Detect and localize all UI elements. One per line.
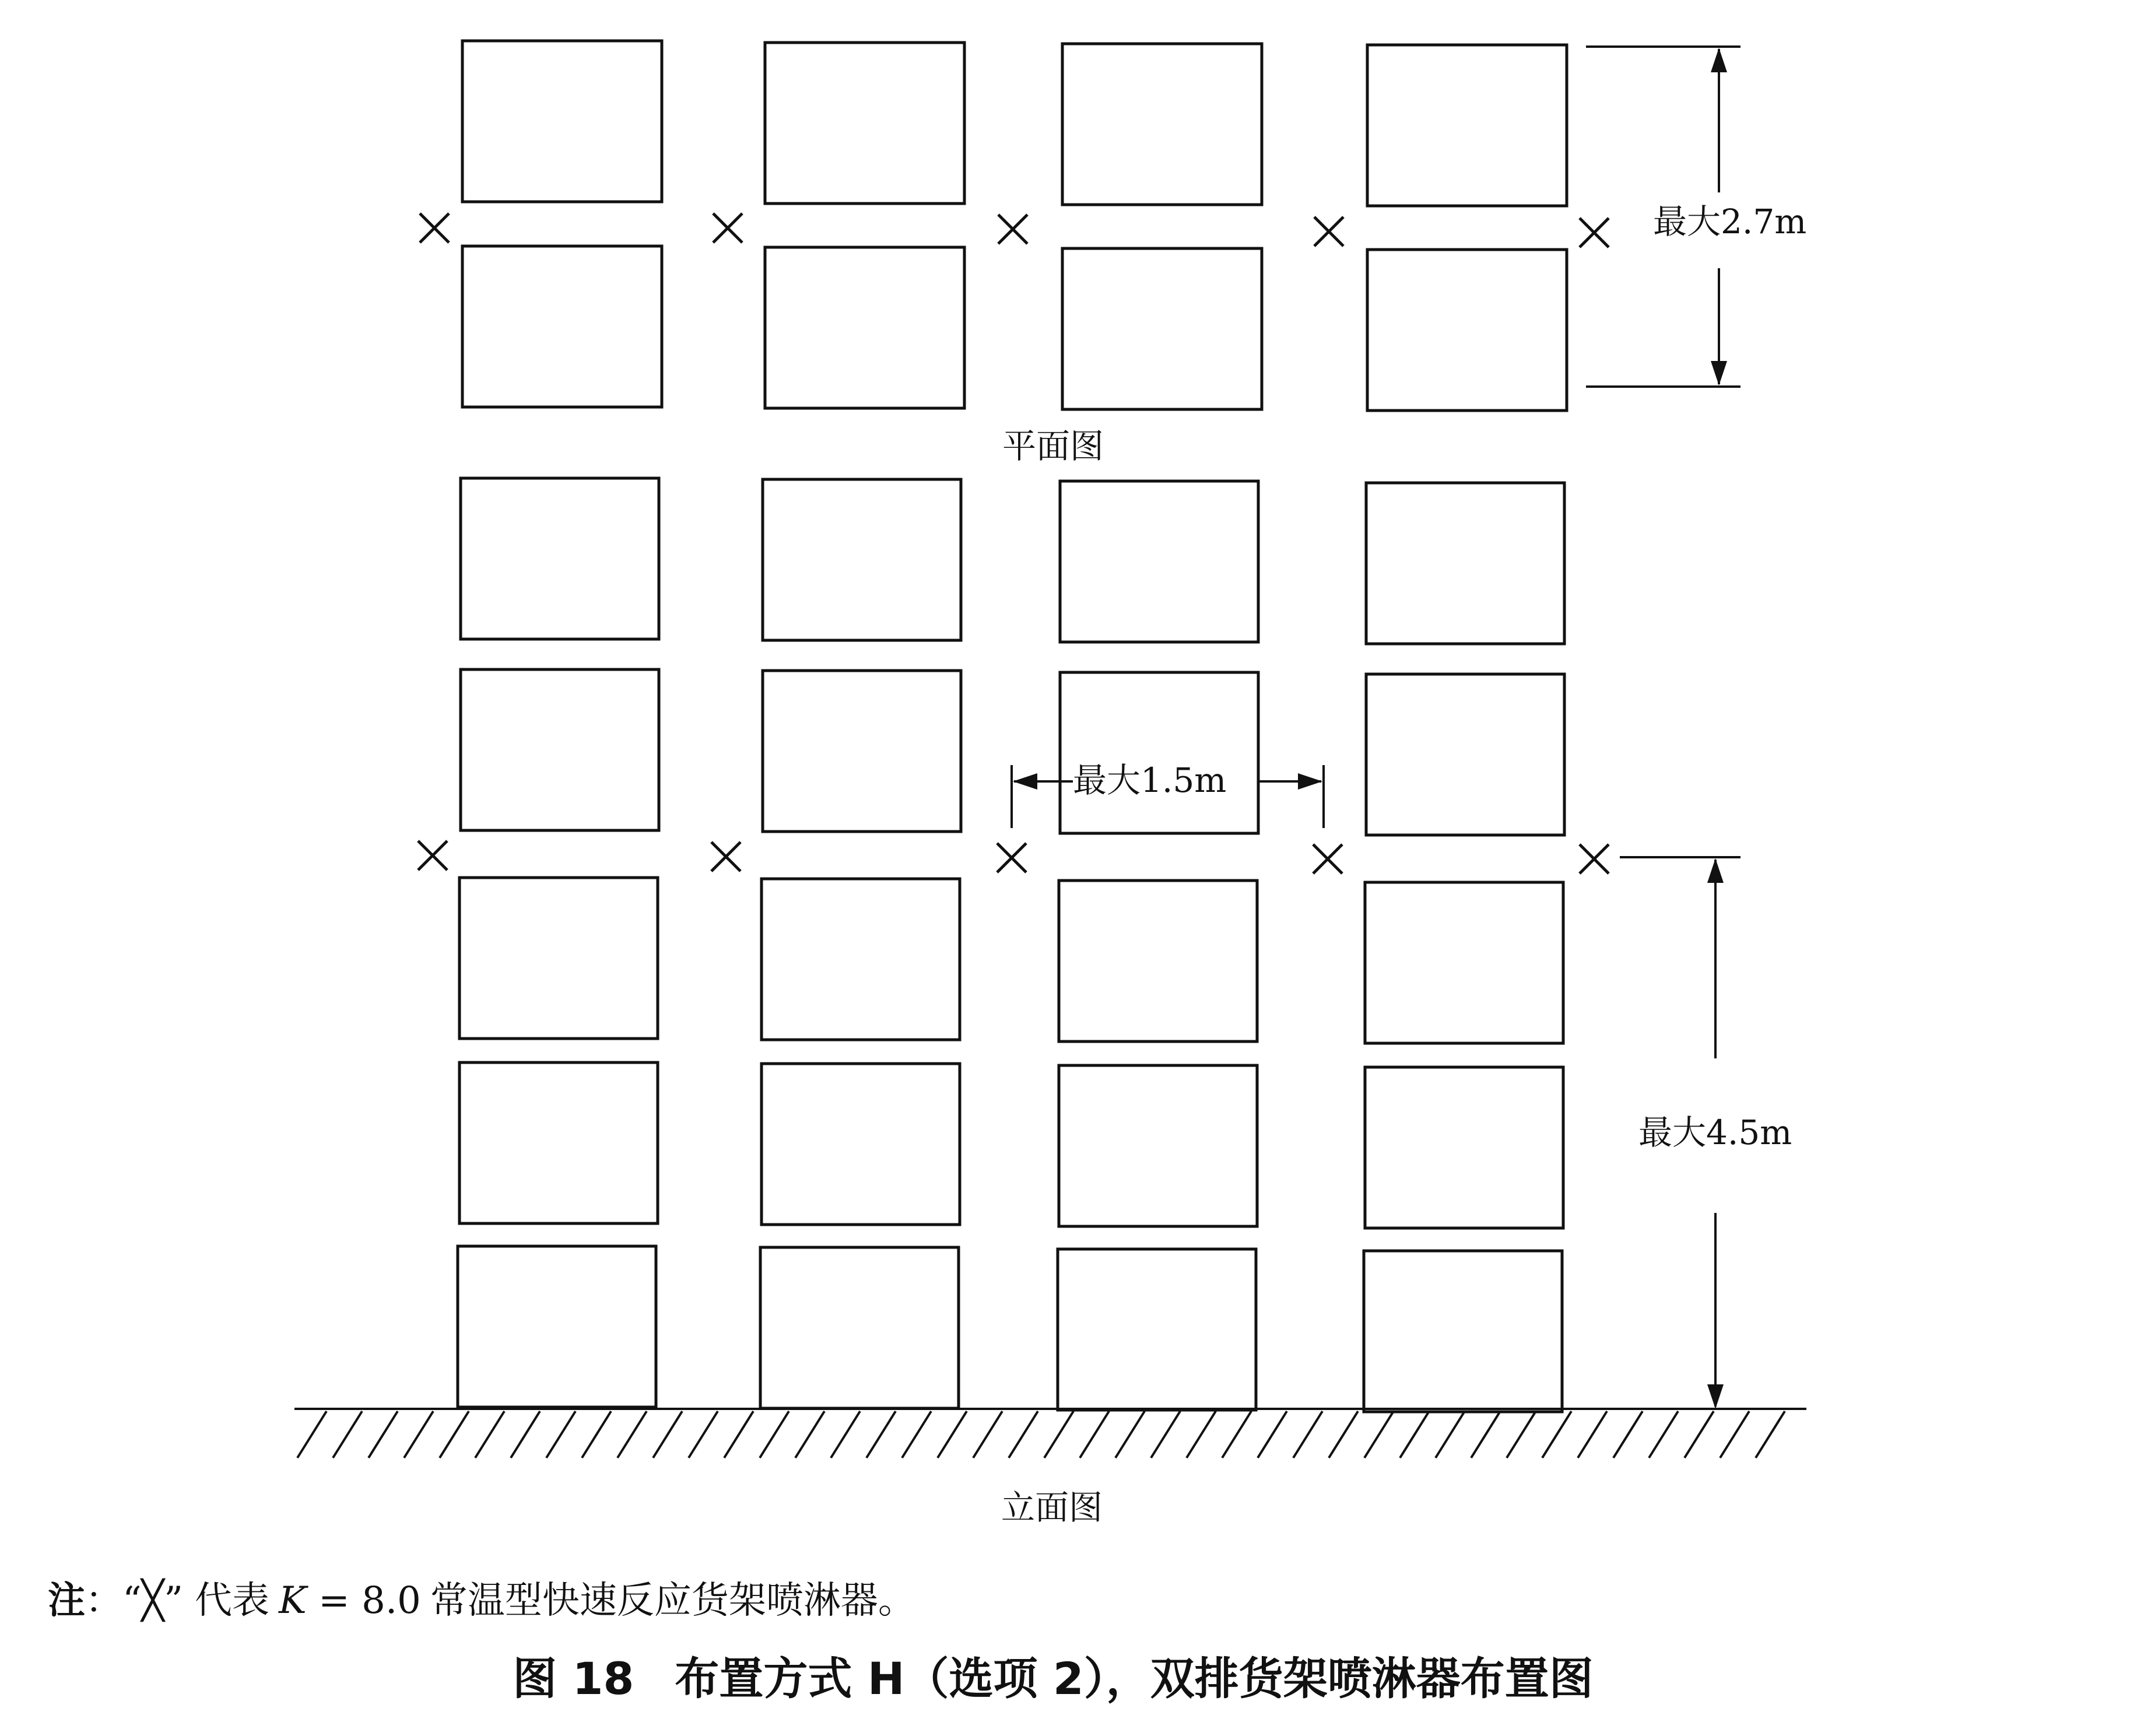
note-colon: ： xyxy=(85,1579,122,1622)
figure-title: 布置方式 H（选项 2），双排货架喷淋器布置图 xyxy=(675,1653,1594,1705)
hatch-stroke xyxy=(297,1411,327,1458)
hatch-stroke xyxy=(1080,1411,1109,1458)
hatch-stroke xyxy=(1364,1411,1394,1458)
elevation-rack-box xyxy=(1059,881,1257,1041)
elevation-horizontal-dimension-label: 最大1.5m xyxy=(1073,760,1227,800)
sprinkler-symbol xyxy=(1580,218,1609,247)
note-close-quote: ” xyxy=(164,1579,183,1622)
hatch-stroke xyxy=(760,1411,789,1458)
hatch-stroke xyxy=(653,1411,682,1458)
ground-line xyxy=(294,1409,1806,1458)
plan-rack-box xyxy=(462,41,662,202)
note-open-quote: “ xyxy=(122,1579,142,1622)
elevation-rack-box xyxy=(763,671,961,832)
figure-caption xyxy=(513,1653,1594,1705)
elevation-rack-box xyxy=(1059,1065,1257,1226)
plan-rack-box xyxy=(1367,250,1567,411)
sprinkler-symbol xyxy=(1580,844,1609,874)
hatch-stroke xyxy=(1507,1411,1536,1458)
note-prefix: 注 xyxy=(48,1579,85,1622)
elevation-view-title: 立面图 xyxy=(1001,1488,1103,1527)
hatch-stroke xyxy=(1542,1411,1571,1458)
hatch-stroke xyxy=(1329,1411,1358,1458)
plan-view xyxy=(420,41,1806,466)
elevation-rack-box xyxy=(1365,882,1563,1043)
elevation-rack-box xyxy=(1060,672,1258,833)
hatch-stroke xyxy=(1293,1411,1322,1458)
elevation-rack-box xyxy=(1366,483,1564,644)
figure-number: 图 18 xyxy=(513,1653,634,1705)
elevation-rack-box xyxy=(458,1246,656,1407)
hatch-stroke xyxy=(1115,1411,1145,1458)
sprinkler-symbol xyxy=(1313,844,1342,874)
elevation-rack-box xyxy=(461,478,659,639)
plan-view-title: 平面图 xyxy=(1002,426,1104,466)
plan-rack-box xyxy=(765,43,964,204)
hatch-stroke xyxy=(1187,1411,1216,1458)
note-k-value: = 8.0 xyxy=(306,1579,421,1622)
plan-rack-box xyxy=(1062,44,1262,205)
hatch-stroke xyxy=(1685,1411,1714,1458)
ground-hatching xyxy=(297,1411,1785,1458)
hatch-stroke xyxy=(582,1411,611,1458)
hatch-stroke xyxy=(511,1411,540,1458)
plan-rack-box xyxy=(765,247,964,408)
legend-note xyxy=(48,1578,915,1622)
sprinkler-symbol xyxy=(1314,217,1343,246)
elevation-rack-box xyxy=(1364,1251,1562,1412)
hatch-stroke xyxy=(1471,1411,1500,1458)
hatch-stroke xyxy=(1613,1411,1643,1458)
hatch-stroke xyxy=(1009,1411,1038,1458)
sprinkler-symbol xyxy=(998,215,1027,244)
hatch-stroke xyxy=(1151,1411,1180,1458)
elevation-rack-box xyxy=(1366,674,1564,835)
sprinkler-symbol xyxy=(997,843,1026,872)
elevation-rack-box xyxy=(763,479,961,640)
sprinkler-symbol xyxy=(420,213,449,243)
sprinkler-symbol xyxy=(713,213,742,243)
note-text-after-k: 常温型快速反应货架喷淋器。 xyxy=(430,1579,915,1622)
elevation-rack-box xyxy=(760,1247,959,1408)
hatch-stroke xyxy=(1578,1411,1607,1458)
hatch-stroke xyxy=(973,1411,1002,1458)
hatch-stroke xyxy=(724,1411,753,1458)
hatch-stroke xyxy=(1649,1411,1678,1458)
hatch-stroke xyxy=(617,1411,647,1458)
hatch-stroke xyxy=(831,1411,860,1458)
plan-rack-box xyxy=(1062,248,1262,409)
sprinkler-legend-symbol: ╳ xyxy=(141,1579,164,1622)
elevation-view xyxy=(294,478,1806,1527)
hatch-stroke xyxy=(1436,1411,1465,1458)
elevation-rack-box xyxy=(461,669,659,830)
elevation-rack-box xyxy=(1060,481,1258,642)
elevation-rack-box xyxy=(459,1062,658,1223)
hatch-stroke xyxy=(795,1411,824,1458)
hatch-stroke xyxy=(689,1411,718,1458)
sprinkler-symbol xyxy=(418,841,447,870)
sprinkler-symbol xyxy=(711,842,741,871)
elevation-rack-box xyxy=(1365,1067,1563,1228)
hatch-stroke xyxy=(1400,1411,1429,1458)
hatch-stroke xyxy=(1258,1411,1287,1458)
hatch-stroke xyxy=(938,1411,967,1458)
hatch-stroke xyxy=(1044,1411,1073,1458)
hatch-stroke xyxy=(546,1411,576,1458)
elevation-rack-box xyxy=(762,1064,960,1225)
elevation-vertical-dimension-label: 最大4.5m xyxy=(1638,1113,1792,1152)
hatch-stroke xyxy=(1720,1411,1749,1458)
hatch-stroke xyxy=(369,1411,398,1458)
note-text-before-k: 代表 xyxy=(194,1579,269,1622)
hatch-stroke xyxy=(440,1411,469,1458)
hatch-stroke xyxy=(475,1411,504,1458)
elevation-rack-box xyxy=(1058,1249,1256,1410)
plan-dimension-label: 最大2.7m xyxy=(1653,202,1807,241)
note-k-symbol: K xyxy=(278,1579,307,1622)
plan-rack-box xyxy=(1367,45,1567,206)
hatch-stroke xyxy=(902,1411,931,1458)
hatch-stroke xyxy=(1222,1411,1251,1458)
hatch-stroke xyxy=(1756,1411,1785,1458)
plan-rack-box xyxy=(462,246,662,407)
hatch-stroke xyxy=(866,1411,896,1458)
elevation-rack-box xyxy=(762,879,960,1040)
hatch-stroke xyxy=(404,1411,433,1458)
hatch-stroke xyxy=(333,1411,362,1458)
elevation-rack-box xyxy=(459,878,658,1039)
